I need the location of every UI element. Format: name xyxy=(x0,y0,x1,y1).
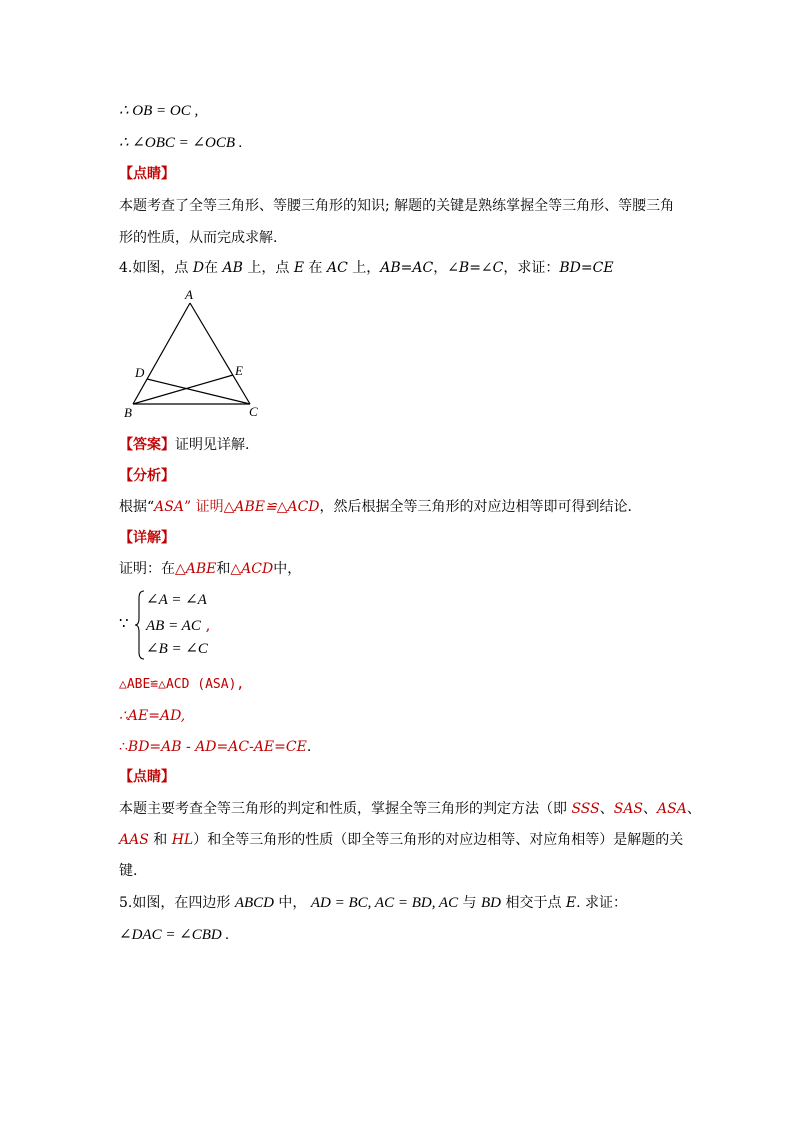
comment-hl: HL xyxy=(171,832,194,848)
because-symbol: ∵ xyxy=(119,614,129,632)
proof-step2-prefix: ∴ xyxy=(119,739,128,755)
segment-ab xyxy=(133,303,190,404)
q4-t6: ，求证： xyxy=(503,260,560,276)
q4-point-d: D xyxy=(192,260,205,276)
section-dianjing-1: 【点睛】 xyxy=(119,166,175,182)
q5-point-e: E xyxy=(565,895,577,911)
prev-step-angle-equal: ∴ ∠OBC = ∠OCB . xyxy=(119,135,243,151)
proof-step2-end: . xyxy=(306,739,312,755)
q5-prefix: 5.如图，在四边形 xyxy=(119,895,235,911)
comment-l1-text: 本题主要考查全等三角形的判定和性质，掌握全等三角形的判定方法（即 xyxy=(119,801,572,817)
label-a: A xyxy=(185,287,193,302)
segment-ac xyxy=(190,303,250,404)
system-row-2 xyxy=(146,615,210,636)
proof-step2-eq: BD=AB - AD=AC-AE=CE xyxy=(127,739,307,755)
q4-t1: 在 xyxy=(204,260,223,276)
comment-l2-t1: 和 xyxy=(148,832,172,848)
segment-cd xyxy=(147,379,250,404)
comment-sep3: 、 xyxy=(686,801,701,817)
proof-step-ae-ad: ∴AE=AD, xyxy=(119,708,186,724)
triangle-figure xyxy=(120,287,270,422)
prev-comment-line2: 形的性质，从而完成求解. xyxy=(119,230,278,246)
proof-tri-acd: △ACD xyxy=(230,561,274,577)
q4-point-e: E xyxy=(293,260,305,276)
prev-step-ob-oc: ∴ OB = OC , xyxy=(119,103,199,119)
analysis-asa: ASA xyxy=(154,499,184,515)
proof-intro-t1: 证明：在 xyxy=(119,561,175,577)
system-row-1: ∠A = ∠A xyxy=(146,592,207,608)
label-d: D xyxy=(135,365,145,380)
answer-text: 证明见详解. xyxy=(175,437,250,453)
proof-intro xyxy=(119,559,301,579)
analysis-t3: ，然后根据全等三角形的对应边相等即可得到结论. xyxy=(319,499,632,515)
equation-system xyxy=(119,588,319,662)
comment-asa: ASA xyxy=(657,801,687,817)
q5-t4: . 求证： xyxy=(576,895,628,911)
system-row-3: ∠B = ∠C xyxy=(146,641,208,657)
q4-comment-line2 xyxy=(119,830,683,850)
q5-cond: AD = BC, AC = BD, AC xyxy=(310,895,459,911)
left-brace xyxy=(135,590,145,660)
q4-t3: 在 xyxy=(304,260,327,276)
proof-tri-abe: △ABE xyxy=(175,561,217,577)
q4-t4: 上， xyxy=(347,260,381,276)
label-b: B xyxy=(124,405,132,420)
q4-goal: BD=CE xyxy=(559,260,614,276)
q5-quad: ABCD xyxy=(234,895,274,911)
comment-sas: SAS xyxy=(613,801,644,817)
q5-t2: 与 xyxy=(458,895,481,911)
proof-step-bd-ce xyxy=(119,737,311,757)
analysis-t1: 根据“ xyxy=(119,499,155,515)
comment-aas: AAS xyxy=(119,832,149,848)
answer-line xyxy=(119,435,249,455)
q4-prefix: 4.如图，点 xyxy=(119,260,193,276)
proof-intro-t3: 中， xyxy=(273,561,302,577)
q4-seg-ab: AB xyxy=(222,260,243,276)
q5-t3: 相交于点 xyxy=(501,895,566,911)
q4-cond-ab-ac: AB=AC xyxy=(380,260,434,276)
q4-seg-ac: AC xyxy=(326,260,348,276)
proof-intro-t2: 和 xyxy=(216,561,231,577)
analysis-line xyxy=(119,497,632,517)
q4-t5: ， xyxy=(433,260,448,276)
section-fenxi: 【分析】 xyxy=(119,468,175,484)
proof-conclusion: △ABE≌△ACD (ASA), xyxy=(119,677,245,692)
analysis-t2: ” 证明 xyxy=(183,499,224,515)
label-c: C xyxy=(249,404,258,419)
section-xiangjie: 【详解】 xyxy=(119,530,175,546)
q5-goal: ∠DAC = ∠CBD . xyxy=(119,927,230,943)
comment-sep1: 、 xyxy=(599,801,614,817)
comment-sep2: 、 xyxy=(643,801,658,817)
question-4-statement xyxy=(119,258,614,278)
system-row-2-eq: AB = AC xyxy=(146,618,201,634)
comment-l2-t2: ）和全等三角形的性质（即全等三角形的对应边相等、对应角相等）是解题的关 xyxy=(193,832,684,848)
analysis-congruence: △ABE≌△ACD xyxy=(223,499,320,515)
q4-t2: 上，点 xyxy=(242,260,294,276)
q5-t1: 中， xyxy=(273,895,311,911)
question-5-statement xyxy=(119,893,627,913)
q4-comment-line1 xyxy=(119,799,701,819)
q5-bd: BD xyxy=(481,895,501,911)
comment-sss: SSS xyxy=(571,801,600,817)
label-e: E xyxy=(235,363,243,378)
system-row-2-comma: , xyxy=(200,616,211,634)
section-daan: 【答案】 xyxy=(119,437,175,453)
prev-comment-line1: 本题考查了全等三角形、等腰三角形的知识; 解题的关键是熟练掌握全等三角形、等腰三角 xyxy=(119,198,675,214)
section-dianjing-2: 【点睛】 xyxy=(119,769,175,785)
q4-comment-line3: 键. xyxy=(119,863,138,879)
q4-cond-angles: ∠B=∠C xyxy=(447,260,504,276)
